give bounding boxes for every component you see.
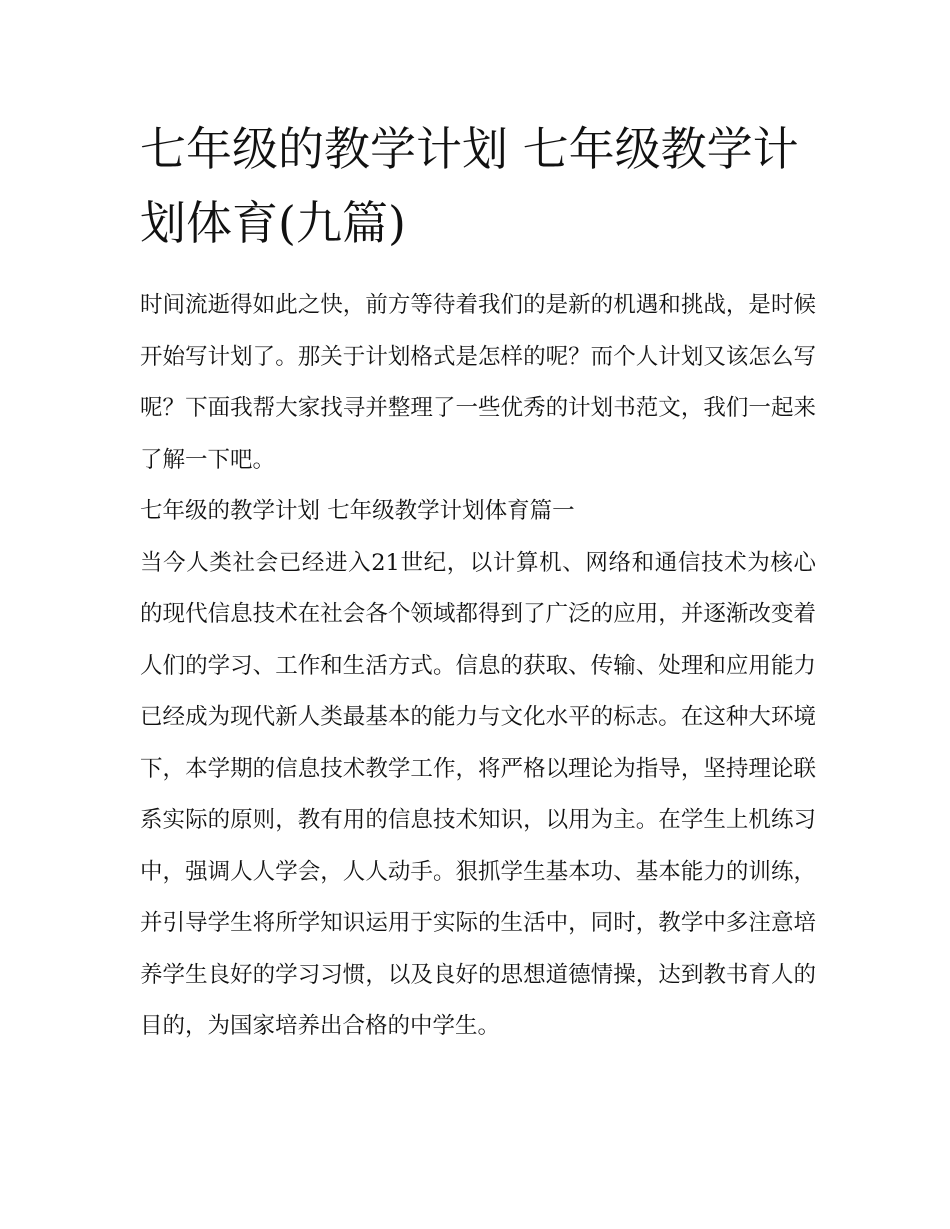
document-title: 七年级的教学计划 七年级教学计划体育(九篇) — [140, 122, 799, 250]
section-heading: 七年级的教学计划 七年级教学计划体育篇一 — [140, 498, 575, 524]
document-content — [140, 112, 816, 1053]
body-paragraph: 当今人类社会已经进入21世纪，以计算机、网络和通信技术为核心的现代信息技术在社会各个领域都得到了广泛的应用，并逐渐改变着人们的学习、工作和生活方式。信息的获取、传输、处理和应用能力已经成为现代新人类最基本的能力与文化水平的标志。在这种大环境下，本学期的信息技术教学工作，将严格以理论为指导，坚持理论联系实际的原则，教有用的信息技术知识，以用为主。在学生上机练习中，强调人人学会，人人动手。狠抓学生基本功、基本能力的训练，并引导学生将所学知识运用于实际的生活中，同时，教学中多注意培养学生良好的学习习惯，以及良好的思想道德情操，达到教书育人的目的，为国家培养出合格的中学生。 — [140, 549, 816, 1039]
intro-paragraph: 时间流逝得如此之快，前方等待着我们的是新的机遇和挑战，是时候开始写计划了。那关于计划格式是怎样的呢？而个人计划又该怎么写呢？下面我帮大家找寻并整理了一些优秀的计划书范文，我们一起来了解一下吧。 — [140, 292, 816, 473]
